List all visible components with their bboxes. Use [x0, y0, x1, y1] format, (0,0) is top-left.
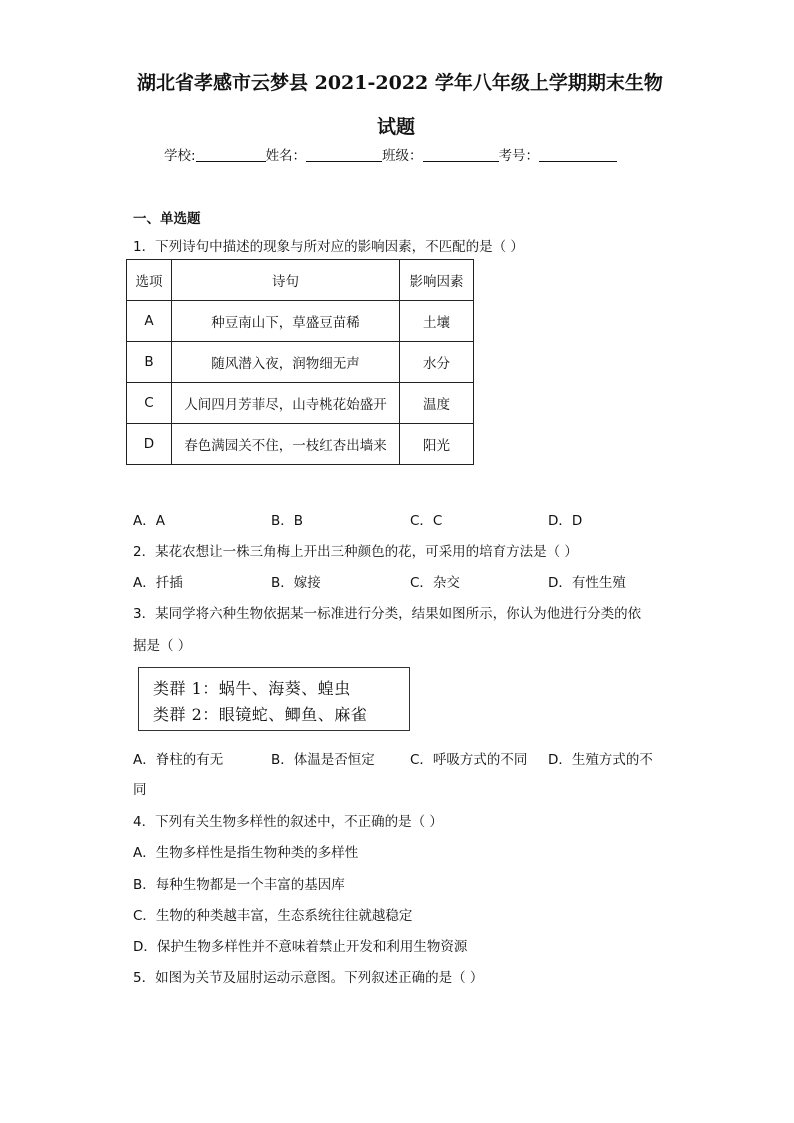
q4-option-c[interactable]: C．生物的种类越丰富，生态系统往往就越稳定 [133, 908, 413, 924]
q2-option-c[interactable]: C．杂交 [410, 575, 460, 591]
table-cell: B [127, 342, 172, 383]
group-2-text: 类群 2：眼镜蛇、鲫鱼、麻雀 [153, 705, 368, 724]
q1-option-c[interactable]: C．C [410, 513, 443, 529]
table-cell: 土壤 [400, 301, 474, 342]
class-label: 班级： [382, 148, 423, 164]
q4-option-a[interactable]: A．生物多样性是指生物种类的多样性 [133, 845, 359, 861]
q2-option-b[interactable]: B．嫁接 [271, 575, 321, 591]
table-cell: 春色满园关不住，一枝红杏出墙来 [172, 424, 400, 465]
question-3-stem: 3．某同学将六种生物依据某一标准进行分类，结果如图所示，你认为他进行分类的依 [133, 606, 642, 622]
name-field[interactable] [306, 147, 382, 162]
school-label: 学校: [164, 148, 196, 164]
exam-number-field[interactable] [539, 147, 617, 162]
page-title-line2: 试题 [377, 116, 416, 138]
question-4-stem: 4．下列有关生物多样性的叙述中，不正确的是（ ） [133, 814, 443, 830]
q2-option-d[interactable]: D．有性生殖 [548, 575, 626, 591]
table-header-row [127, 260, 474, 301]
q3-option-a[interactable]: A．脊柱的有无 [133, 752, 224, 768]
exam-number-label: 考号： [498, 148, 540, 164]
q2-option-a[interactable]: A．扦插 [133, 575, 183, 591]
question-3-stem-line2: 据是（ ） [133, 638, 192, 654]
table-cell: 随风潜入夜，润物细无声 [172, 342, 400, 383]
table-cell: 温度 [400, 383, 474, 424]
table-cell: 阳光 [400, 424, 474, 465]
group-1-text: 类群 1：蜗牛、海葵、蝗虫 [153, 679, 351, 698]
q3-option-d[interactable]: D．生殖方式的不 [548, 752, 653, 768]
q1-option-b[interactable]: B．B [271, 513, 304, 529]
table-cell: D [127, 424, 172, 465]
table-row [127, 383, 474, 424]
question-2-stem: 2．某花农想让一株三角梅上开出三种颜色的花，可采用的培育方法是（ ） [133, 544, 578, 560]
student-info-row [164, 144, 617, 164]
page-title: 湖北省孝感市云梦县 2021-2022 学年八年级上学期期末生物 [137, 72, 663, 94]
table-cell: A [127, 301, 172, 342]
q3-option-c[interactable]: C．呼吸方式的不同 [410, 752, 528, 768]
name-label: 姓名： [265, 148, 307, 164]
table-cell: 种豆南山下，草盛豆苗稀 [172, 301, 400, 342]
table-row [127, 342, 474, 383]
question-1-stem: 1．下列诗句中描述的现象与所对应的影响因素，不匹配的是（ ） [133, 239, 524, 255]
table-cell: 水分 [400, 342, 474, 383]
table-row [127, 424, 474, 465]
q4-option-d[interactable]: D．保护生物多样性并不意味着禁止开发和利用生物资源 [133, 939, 468, 955]
q1-option-d[interactable]: D．D [548, 513, 583, 529]
table-header-cell: 影响因素 [400, 260, 474, 301]
q3-option-d-wrap: 同 [133, 782, 147, 798]
table-cell: 人间四月芳菲尽，山寺桃花始盛开 [172, 383, 400, 424]
class-field[interactable] [423, 147, 499, 162]
table-cell: C [127, 383, 172, 424]
school-field[interactable] [196, 147, 266, 162]
table-row [127, 301, 474, 342]
table-header-cell: 选项 [127, 260, 172, 301]
q1-option-a[interactable]: A．A [133, 513, 165, 529]
q4-option-b[interactable]: B．每种生物都是一个丰富的基因库 [133, 877, 345, 893]
classification-figure [138, 667, 410, 731]
question-5-stem: 5．如图为关节及屈肘运动示意图。下列叙述正确的是（ ） [133, 970, 484, 986]
table-header-cell: 诗句 [172, 260, 400, 301]
poem-table [126, 259, 474, 465]
q3-option-b[interactable]: B．体温是否恒定 [271, 752, 375, 768]
section-title: 一、单选题 [133, 211, 201, 227]
